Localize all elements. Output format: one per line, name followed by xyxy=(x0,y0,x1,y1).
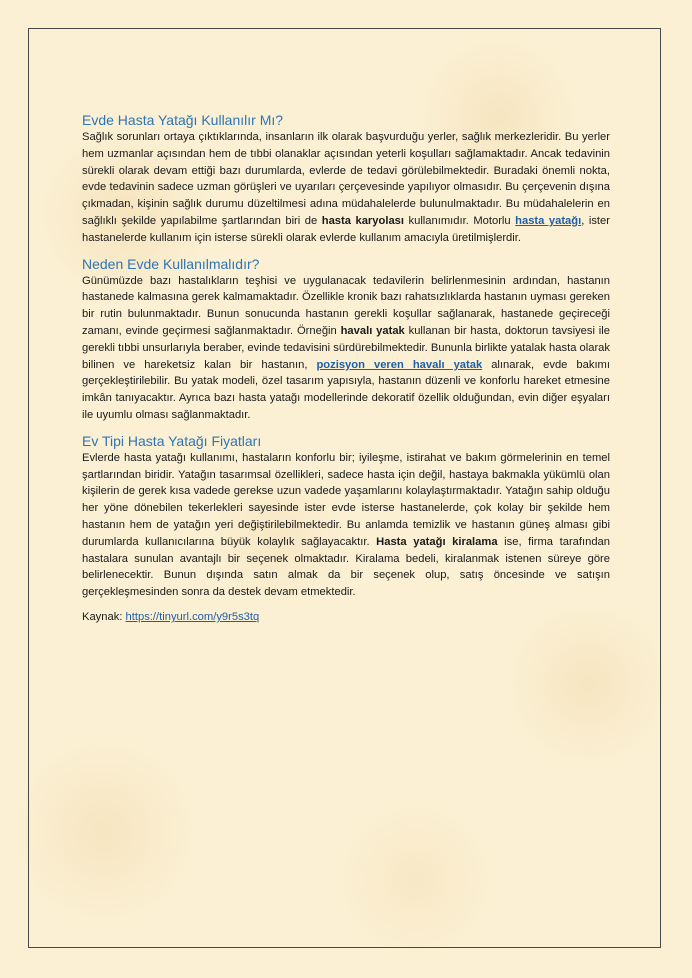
link-text: pozisyon veren havalı yatak xyxy=(316,358,483,371)
link-hasta-yatagi[interactable] xyxy=(515,215,581,227)
text-run: Sağlık sorunları ortaya çıktıklarında, insanların ilk olarak başvurduğu yerler, sağlık merkezleridir. Bu yerler hem uzmanlar açısından hem de tıbbi olanaklar açısından yeterli koşulları sağlamaktadır. Ancak tedavinin sürekli olarak devam ettiği bazı durumlarda, evlerde de tedavi görülebilmektedir. Buradaki önemli nokta, evde tedavinin sadece uzman görüşleri ve uyarıları çerçevesinde yapılıyor olmasıdır. Bu çerçevenin dışına çıkmadan, kişinin sağlık durumu düzeltilmesi adına müdahalelerde bulunulmaktadır. Bu müdahalelerin en sağlıklı şekilde yapılabilme şartlarından biri de xyxy=(82,131,610,227)
section-ev-tipi-fiyatlari xyxy=(82,432,610,601)
section-neden-evde xyxy=(82,255,610,424)
section-paragraph xyxy=(82,273,610,424)
section-evde-hasta-yatagi xyxy=(82,111,610,247)
text-run: ise, firma tarafından hastalara sunulan avantajlı bir seçenek olmaktadır. Kiralama bedeli, kiralanmak istenen süreye göre belirlenecektir. Bunun dışında satın almak da bir seçenek olup, satış öncesinde ve satışın gerçekleşmesinden sonra da destek devam etmektedir. xyxy=(82,535,610,599)
text-run: kullanımıdır. Motorlu xyxy=(404,214,516,227)
bold-term-hasta-yatagi-kiralama: Hasta yatağı kiralama xyxy=(376,535,498,548)
section-heading: Evde Hasta Yatağı Kullanılır Mı? xyxy=(82,112,284,128)
text-run: kullanan bir hasta, doktorun tavsiyesi ile gerekli tıbbi unsurlarıyla beraber, evinde tedavisini sürdürebilmektedir. Bununla birlikte yatalak hasta olarak bilinen ve hareketsiz kalan bir hastanın, xyxy=(82,324,610,371)
document-body xyxy=(82,111,610,626)
section-heading: Ev Tipi Hasta Yatağı Fiyatları xyxy=(82,432,262,449)
source-link[interactable]: https://tinyurl.com/y9r5s3tq xyxy=(125,610,260,623)
source-line xyxy=(82,609,610,626)
link-text: hasta yatağı xyxy=(515,214,582,227)
text-run: Günümüzde bazı hastalıkların teşhisi ve uygulanacak tedavilerin belirlenmesinin ardından, hastanın hastanede kalmasına gerek kalmamaktadır. Özellikle kronik bazı rahatsızlıklarda hastanın uyması gereken bir rutin bulunmaktadır. Bunun sonucunda hastanın gerekli koşullar sağlanarak, hastanede geçireceği zamanı, evinde geçirmesi sağlanmaktadır. Örneğin xyxy=(82,274,610,337)
bold-term-havali-yatak: havalı yatak xyxy=(340,324,405,337)
bold-term-hasta-karyolasi: hasta karyolası xyxy=(321,214,404,227)
text-run: Evlerde hasta yatağı kullanımı, hastaların konforlu bir; iyileşme, istirahat ve bakım görmelerinin en temel şartlarından biridir. Yatağın tasarımsal özellikleri, sadece hasta için değil, hastaya bakmakla yükümlü olan kişilerin de gerek kısa vadede gerekse uzun vadede yaşamlarını kolaylaştırmaktadır. Yatağın sahip olduğu her yöne dönebilen tekerlekleri sayesinde ister evde isterse hastanelerde, çok kolay bir şekilde hem hastanın hem de yatağın yeri değiştirilebilmektedir. Bu anlamda temizlik ve hastanın güneş alması gibi durumlarda kullanıcılarına büyük kolaylık sağlayacaktır. xyxy=(82,451,610,548)
section-heading: Neden Evde Kullanılmalıdır? xyxy=(82,255,260,272)
text-run: , ister hastanelerde kullanım için isterse sürekli olarak evlerde kullanım amacıyla üretilmişlerdir. xyxy=(82,214,610,244)
text-run: alınarak, evde bakımı gerçekleştirilebilir. Bu yatak modeli, özel tasarım yapısıyla, hastanın düzenli ve konforlu hareket etmesine imkân tanıyacaktır. Ayrıca bazı hasta yatağı modellerinde dekoratif özellik olduğundan, evin diğer eşyaları ile uyumlu olması sağlanmaktadır. xyxy=(82,358,610,421)
link-pozisyon-veren-havali-yatak[interactable] xyxy=(316,359,482,371)
section-paragraph xyxy=(82,450,610,601)
section-paragraph xyxy=(82,129,610,247)
source-label: Kaynak: xyxy=(82,610,126,623)
